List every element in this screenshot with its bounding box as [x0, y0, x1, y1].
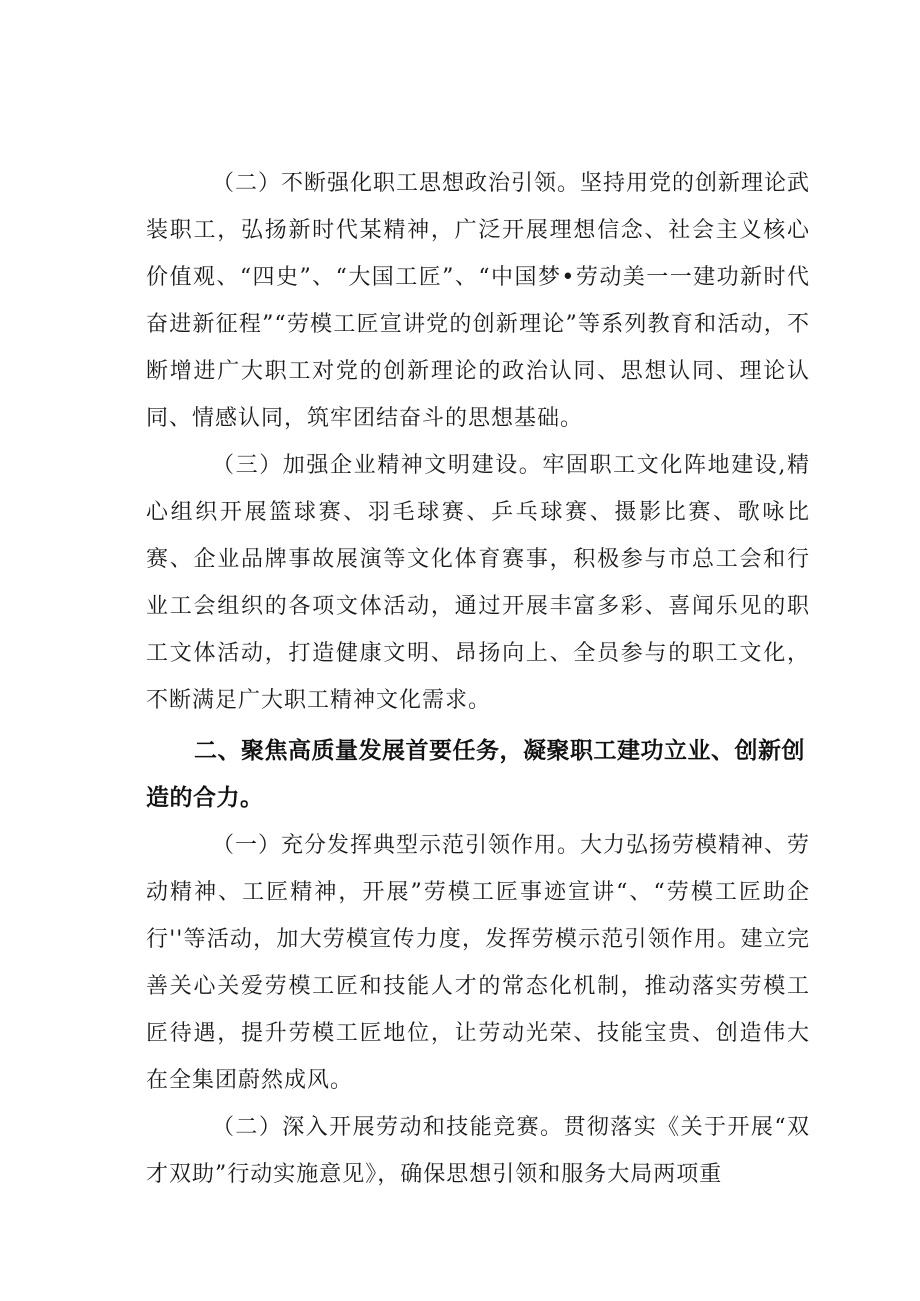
- document-body: [146, 160, 810, 1198]
- section-heading: 二、聚焦高质量发展首要任务，凝聚职工建功立业、创新创造的合力。: [146, 738, 805, 811]
- paragraph-political-guidance: （二）不断强化职工思想政治引领。坚持用党的创新理论武装职工，弘扬新时代某精神，广泛开展理想信念、社会主义核心价值观、“四史”、“大国工匠”、“中国梦•劳动美一一建功新时代奋进新征程”“劳模工匠宣讲党的创新理论”等系列教育和活动，不断增进广大职工对党的创新理论的政治认同、思想认同、理论认同、情感认同，筑牢团结奋斗的思想基础。: [146, 171, 811, 431]
- paragraph-spiritual-civilization: （三）加强企业精神文明建设。牢固职工文化阵地建设,精心组织开展篮球赛、羽毛球赛、乒乓球赛、摄影比赛、歌咏比赛、企业品牌事故展演等文化体育赛事，积极参与市总工会和行业工会组织的各项文体活动，通过开展丰富多彩、喜闻乐见的职工文体活动，打造健康文明、昂扬向上、全员参与的职工文化，不断满足广大职工精神文化需求。: [146, 453, 810, 713]
- paragraph-model-workers: （一）充分发挥典型示范引领作用。大力弘扬劳模精神、劳动精神、工匠精神，开展”劳模工匠事迹宣讲“、“劳模工匠助企行''等活动，加大劳模宣传力度，发挥劳模示范引领作用。建立完善关心关爱劳模工匠和技能人才的常态化机制，推动落实劳模工匠待遇，提升劳模工匠地位，让劳动光荣、技能宝贵、创造伟大在全集团蔚然成风。: [146, 833, 811, 1093]
- paragraph-skills-competition: （二）深入开展劳动和技能竞赛。贯彻落实《关于开展“双才双助”行动实施意见》，确保思想引领和服务大局两项重: [146, 1115, 810, 1187]
